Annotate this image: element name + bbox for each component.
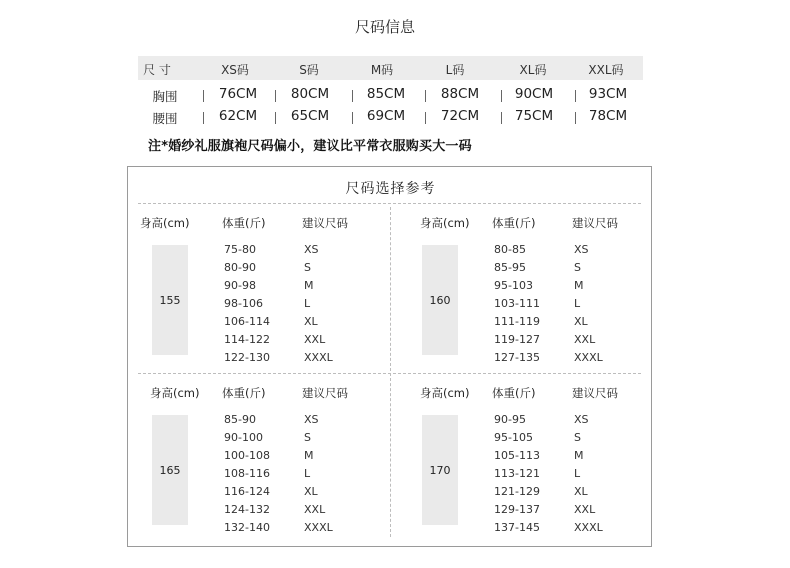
suggested-size: XXXL	[574, 351, 603, 364]
chest-xl: 90CM	[514, 86, 554, 102]
weight-range: 80-90	[224, 261, 256, 274]
suggested-size: L	[304, 467, 311, 480]
weight-range: 111-119	[494, 315, 540, 328]
weight-range: 100-108	[224, 449, 270, 462]
weight-range: 85-90	[224, 413, 256, 426]
suggested-size: XL	[304, 315, 318, 328]
suggested-size: XXXL	[304, 351, 333, 364]
waist-s: 65CM	[290, 108, 330, 124]
size-header: 建议尺码	[572, 216, 618, 230]
suggested-size: XXXL	[304, 521, 333, 534]
suggested-size: XXL	[574, 503, 596, 516]
suggested-size: XXL	[574, 333, 596, 346]
chest-l: 88CM	[440, 86, 480, 102]
table-row	[138, 86, 643, 106]
weight-range: 129-137	[494, 503, 540, 516]
divider	[138, 203, 641, 204]
weight-header: 体重(斤)	[492, 386, 536, 400]
waist-l: 72CM	[440, 108, 480, 124]
weight-range: 90-98	[224, 279, 256, 292]
divider	[352, 90, 353, 102]
header-s: S码	[299, 63, 319, 77]
height-value: 170	[429, 464, 451, 477]
chest-s: 80CM	[290, 86, 330, 102]
chest-xxl: 93CM	[588, 86, 628, 102]
weight-header: 体重(斤)	[492, 216, 536, 230]
waist-m: 69CM	[366, 108, 406, 124]
suggested-size: XS	[304, 243, 319, 256]
weight-range: 127-135	[494, 351, 540, 364]
weight-range: 95-105	[494, 431, 533, 444]
chest-xs: 76CM	[218, 86, 258, 102]
suggested-size: XS	[574, 413, 589, 426]
header-m: M码	[370, 63, 394, 77]
weight-range: 85-95	[494, 261, 526, 274]
height-header: 身高(cm)	[420, 386, 470, 400]
suggested-size: L	[574, 297, 581, 310]
chest-m: 85CM	[366, 86, 406, 102]
divider	[352, 112, 353, 124]
header-xxl: XXL码	[588, 63, 624, 77]
header-xl: XL码	[519, 63, 547, 77]
header-l: L码	[445, 63, 465, 77]
divider	[575, 90, 576, 102]
height-header: 身高(cm)	[420, 216, 470, 230]
suggested-size: XL	[574, 485, 588, 498]
divider	[425, 112, 426, 124]
divider	[425, 90, 426, 102]
height-value: 160	[429, 294, 451, 307]
size-reference-box	[127, 166, 652, 547]
weight-range: 113-121	[494, 467, 540, 480]
size-header: 建议尺码	[302, 386, 348, 400]
row-label-chest: 胸围	[152, 89, 178, 104]
waist-xxl: 78CM	[588, 108, 628, 124]
suggested-size: XXL	[304, 333, 326, 346]
height-block	[422, 415, 458, 525]
weight-header: 体重(斤)	[222, 216, 266, 230]
suggested-size: S	[304, 261, 311, 274]
weight-range: 116-124	[224, 485, 270, 498]
header-xs: XS码	[221, 63, 249, 77]
row-label-waist: 腰围	[152, 111, 178, 126]
weight-range: 90-100	[224, 431, 263, 444]
height-block	[152, 245, 188, 355]
divider	[203, 90, 204, 102]
weight-range: 98-106	[224, 297, 263, 310]
weight-range: 121-129	[494, 485, 540, 498]
suggested-size: M	[304, 449, 314, 462]
weight-range: 95-103	[494, 279, 533, 292]
suggested-size: L	[304, 297, 311, 310]
size-header: 建议尺码	[302, 216, 348, 230]
suggested-size: S	[304, 431, 311, 444]
weight-range: 108-116	[224, 467, 270, 480]
weight-range: 90-95	[494, 413, 526, 426]
header-size-label: 尺 寸	[143, 63, 171, 77]
height-header: 身高(cm)	[140, 216, 190, 230]
waist-xl: 75CM	[514, 108, 554, 124]
page-title: 尺码信息	[354, 18, 415, 36]
reference-panel	[420, 215, 670, 385]
height-block	[152, 415, 188, 525]
height-header: 身高(cm)	[150, 386, 200, 400]
suggested-size: XS	[304, 413, 319, 426]
suggested-size: XXXL	[574, 521, 603, 534]
height-value: 155	[159, 294, 181, 307]
weight-range: 75-80	[224, 243, 256, 256]
weight-range: 103-111	[494, 297, 540, 310]
suggested-size: M	[304, 279, 314, 292]
reference-panel	[140, 215, 390, 385]
weight-range: 124-132	[224, 503, 270, 516]
weight-range: 114-122	[224, 333, 270, 346]
size-table-header	[138, 56, 643, 80]
divider	[575, 112, 576, 124]
divider	[203, 112, 204, 124]
waist-xs: 62CM	[218, 108, 258, 124]
table-row	[138, 108, 643, 128]
suggested-size: S	[574, 261, 581, 274]
suggested-size: XL	[574, 315, 588, 328]
weight-range: 105-113	[494, 449, 540, 462]
suggested-size: S	[574, 431, 581, 444]
suggested-size: L	[574, 467, 581, 480]
suggested-size: M	[574, 449, 584, 462]
suggested-size: XL	[304, 485, 318, 498]
weight-range: 106-114	[224, 315, 270, 328]
weight-range: 80-85	[494, 243, 526, 256]
weight-header: 体重(斤)	[222, 386, 266, 400]
weight-range: 119-127	[494, 333, 540, 346]
divider	[501, 112, 502, 124]
reference-title: 尺码选择参考	[345, 181, 436, 197]
divider	[275, 90, 276, 102]
height-value: 165	[159, 464, 181, 477]
size-header: 建议尺码	[572, 386, 618, 400]
weight-range: 132-140	[224, 521, 270, 534]
divider	[275, 112, 276, 124]
size-info-table	[138, 54, 643, 130]
reference-panel	[420, 385, 670, 555]
suggested-size: XXL	[304, 503, 326, 516]
suggested-size: XS	[574, 243, 589, 256]
divider	[501, 90, 502, 102]
reference-panel	[150, 385, 400, 555]
weight-range: 122-130	[224, 351, 270, 364]
size-note: 注*婚纱礼服旗袍尺码偏小，建议比平常衣服购买大一码	[148, 139, 472, 154]
height-block	[422, 245, 458, 355]
weight-range: 137-145	[494, 521, 540, 534]
suggested-size: M	[574, 279, 584, 292]
